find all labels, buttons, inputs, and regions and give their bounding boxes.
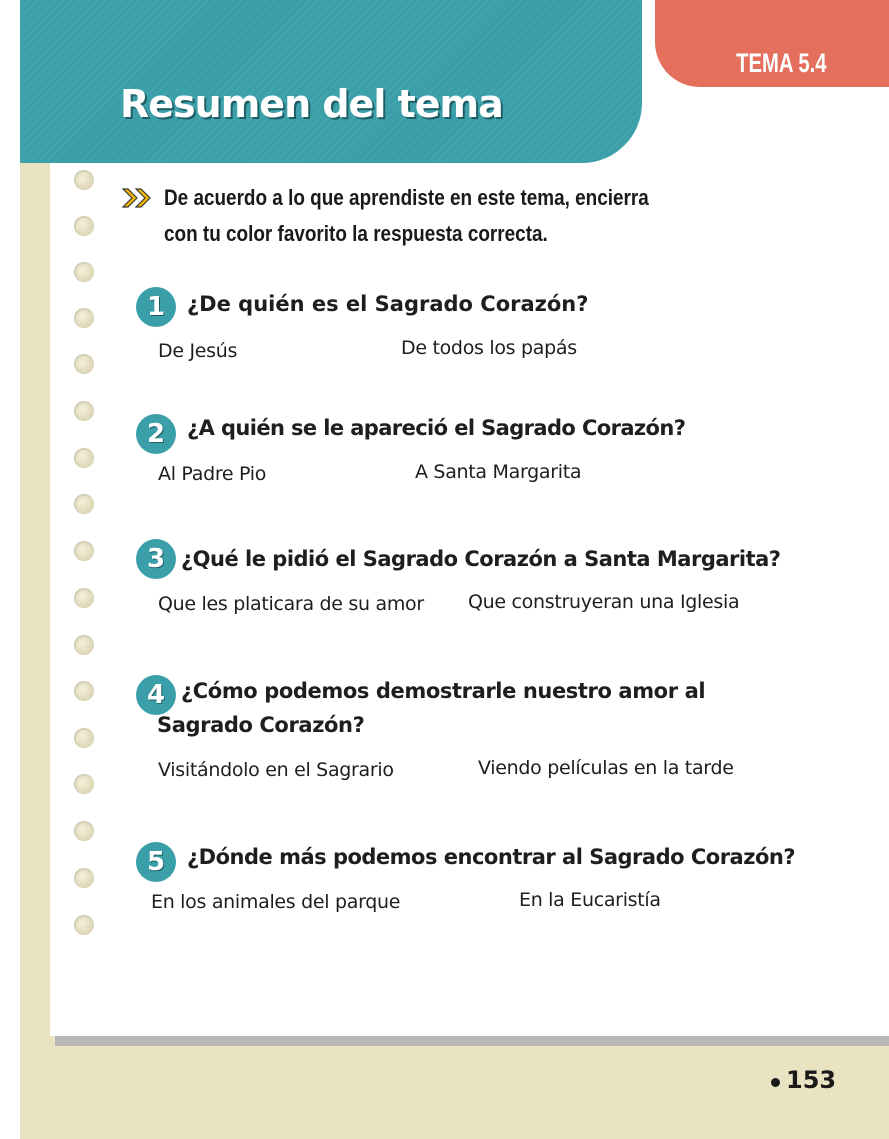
binder-hole [74,774,94,794]
binder-hole [74,635,94,655]
binder-hole [74,354,94,374]
binder-hole [74,821,94,841]
question-text: ¿Dónde más podemos encontrar al Sagrado Corazón? [187,845,795,869]
binder-hole [74,588,94,608]
question-number-badge: 5 [136,842,176,882]
answer-option[interactable]: En la Eucaristía [519,889,661,911]
answer-option[interactable]: Visitándolo en el Sagrario [158,759,394,781]
answer-option[interactable]: Que les platicara de su amor [158,593,424,615]
answer-option[interactable]: En los animales del parque [151,891,401,913]
double-chevron-icon [122,186,156,210]
binder-hole [74,868,94,888]
answer-option[interactable]: A Santa Margarita [415,461,582,483]
page-number-bullet [771,1078,780,1087]
page-number: 153 [786,1066,837,1094]
answer-option[interactable]: Viendo películas en la tarde [478,757,734,779]
binder-hole [74,216,94,236]
binder-hole [74,494,94,514]
left-margin-strip [0,0,20,1139]
question-number-badge: 2 [136,414,176,454]
binder-hole [74,915,94,935]
question-number-badge: 4 [136,675,176,715]
binder-hole [74,541,94,561]
tema-label: TEMA 5.4 [736,48,827,78]
binder-hole [74,170,94,190]
question-text: ¿De quién es el Sagrado Corazón? [187,292,589,316]
tema-tab [655,0,889,87]
answer-option[interactable]: De todos los papás [401,337,577,359]
answer-option[interactable]: Al Padre Pio [158,463,267,485]
question-text: ¿A quién se le apareció el Sagrado Corazón? [187,416,686,440]
question-number-badge: 1 [136,287,176,327]
page-title: Resumen del tema [120,82,503,126]
binder-hole [74,308,94,328]
binder-hole [74,448,94,468]
binder-hole [74,728,94,748]
question-text: ¿Qué le pidió el Sagrado Corazón a Santa Margarita? [181,547,781,571]
instruction-text: De acuerdo a lo que aprendiste en este tema, encierra con tu color favorito la respuesta correcta. [164,185,649,246]
answer-option[interactable]: Que construyeran una Iglesia [468,591,740,613]
binder-hole [74,262,94,282]
binder-hole [74,681,94,701]
answer-option[interactable]: De Jesús [158,340,238,362]
question-text: ¿Cómo podemos demostrarle nuestro amor al Sagrado Corazón? [157,679,706,737]
binder-hole [74,401,94,421]
question-number-badge: 3 [136,539,176,579]
